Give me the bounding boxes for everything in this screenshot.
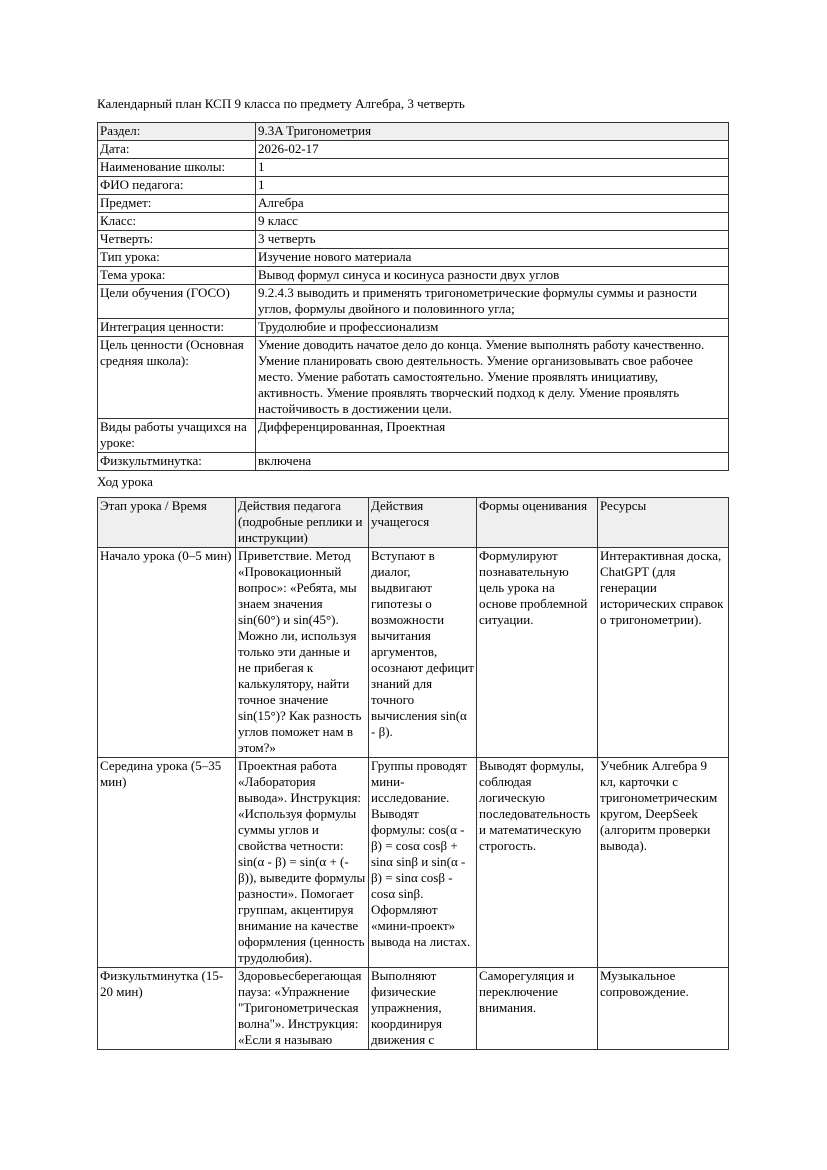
info-label-cell: Физкультминутка: — [98, 453, 256, 471]
info-row — [98, 319, 729, 337]
info-value-cell: 9 класс — [256, 213, 729, 231]
info-label-cell: Предмет: — [98, 195, 256, 213]
info-row — [98, 285, 729, 319]
stage-cell: Середина урока (5–35 мин) — [98, 758, 236, 968]
info-value-cell: 3 четверть — [256, 231, 729, 249]
student-cell: Группы проводят мини-исследование. Выводят формулы: cos(α - β) = cosα cosβ + sinα sinβ и sin(α - β) = sinα cosβ - cosα sinβ. Оформляют «мини-проект» вывода на листах. — [369, 758, 477, 968]
student-cell: Выполняют физические упражнения, координируя движения с — [369, 968, 477, 1050]
info-label-cell: Виды работы учащихся на уроке: — [98, 419, 256, 453]
info-label-cell: Дата: — [98, 141, 256, 159]
info-value-cell: Дифференцированная, Проектная — [256, 419, 729, 453]
lesson-info-table — [97, 122, 729, 471]
info-value-cell: Алгебра — [256, 195, 729, 213]
info-value-cell: 9.3A Тригонометрия — [256, 123, 729, 141]
info-row — [98, 231, 729, 249]
resources-cell: Музыкальное сопровождение. — [598, 968, 729, 1050]
info-row — [98, 453, 729, 471]
page-title: Календарный план КСП 9 класса по предмету Алгебра, 3 четверть — [97, 96, 465, 111]
info-row — [98, 419, 729, 453]
resources-cell: Учебник Алгебра 9 кл, карточки с тригонометрическим кругом, DeepSeek (алгоритм проверки вывода). — [598, 758, 729, 968]
info-label-cell: Тип урока: — [98, 249, 256, 267]
header-cell-teacher: Действия педагога (подробные реплики и инструкции) — [236, 498, 369, 548]
info-label-cell: Раздел: — [98, 123, 256, 141]
header-cell-assessment: Формы оценивания — [477, 498, 598, 548]
info-row — [98, 249, 729, 267]
lesson-row-start — [98, 548, 729, 758]
info-value-cell: Трудолюбие и профессионализм — [256, 319, 729, 337]
info-value-cell: Умение доводить начатое дело до конца. Умение выполнять работу качественно. Умение планировать свою деятельность. Умение организовывать свое рабочее место. Умение работать самостоятельно. Умение проявлять инициативу, активность. Умение проявлять творческий подход к делу. Умение проявлять настойчивость в достижении цели. — [256, 337, 729, 419]
lesson-row-physminute — [98, 968, 729, 1050]
info-label-cell: Цели обучения (ГОСО) — [98, 285, 256, 319]
info-label-cell: Наименование школы: — [98, 159, 256, 177]
teacher-cell: Проектная работа «Лаборатория вывода». Инструкция: «Используя формулы суммы углов и свойства четности: sin(α - β) = sin(α + (-β)), выведите формулы разности». Помогает группам, акцентируя внимание на качестве оформления (ценность трудолюбия). — [236, 758, 369, 968]
info-row — [98, 337, 729, 419]
header-cell-stage: Этап урока / Время — [98, 498, 236, 548]
stage-cell: Физкультминутка (15-20 мин) — [98, 968, 236, 1050]
lesson-flow-table — [97, 497, 729, 1050]
info-label-cell: Тема урока: — [98, 267, 256, 285]
student-cell: Вступают в диалог, выдвигают гипотезы о возможности вычитания аргументов, осознают дефицит знаний для точного вычисления sin(α - β). — [369, 548, 477, 758]
info-row — [98, 159, 729, 177]
teacher-cell: Здоровьесберегающая пауза: «Упражнение "Тригонометрическая волна"». Инструкция: «Если я называю — [236, 968, 369, 1050]
assessment-cell: Выводят формулы, соблюдая логическую последовательность и математическую строгость. — [477, 758, 598, 968]
info-value-cell: Вывод формул синуса и косинуса разности двух углов — [256, 267, 729, 285]
assessment-cell: Саморегуляция и переключение внимания. — [477, 968, 598, 1050]
assessment-cell: Формулируют познавательную цель урока на основе проблемной ситуации. — [477, 548, 598, 758]
teacher-cell: Приветствие. Метод «Провокационный вопрос»: «Ребята, мы знаем значения sin(60°) и sin(45°). Можно ли, используя только эти данные и не прибегая к калькулятору, найти точное значение sin(15°)? Как разность углов поможет нам в этом?» — [236, 548, 369, 758]
info-row — [98, 267, 729, 285]
header-cell-resources: Ресурсы — [598, 498, 729, 548]
info-value-cell: 1 — [256, 159, 729, 177]
info-value-cell: 9.2.4.3 выводить и применять тригонометрические формулы суммы и разности углов, формулы двойного и половинного угла; — [256, 285, 729, 319]
resources-cell: Интерактивная доска, ChatGPT (для генерации исторических справок о тригонометрии). — [598, 548, 729, 758]
info-value-cell: 2026-02-17 — [256, 141, 729, 159]
info-row — [98, 123, 729, 141]
header-cell-student: Действия учащегося — [369, 498, 477, 548]
info-label-cell: ФИО педагога: — [98, 177, 256, 195]
info-value-cell: включена — [256, 453, 729, 471]
lesson-row-middle — [98, 758, 729, 968]
info-label-cell: Четверть: — [98, 231, 256, 249]
info-value-cell: Изучение нового материала — [256, 249, 729, 267]
lesson-header-row — [98, 498, 729, 548]
info-row — [98, 177, 729, 195]
info-label-cell: Класс: — [98, 213, 256, 231]
info-row — [98, 141, 729, 159]
stage-cell: Начало урока (0–5 мин) — [98, 548, 236, 758]
info-label-cell: Цель ценности (Основная средняя школа): — [98, 337, 256, 419]
info-label-cell: Интеграция ценности: — [98, 319, 256, 337]
info-row — [98, 213, 729, 231]
section-heading: Ход урока — [97, 474, 153, 489]
info-value-cell: 1 — [256, 177, 729, 195]
info-row — [98, 195, 729, 213]
